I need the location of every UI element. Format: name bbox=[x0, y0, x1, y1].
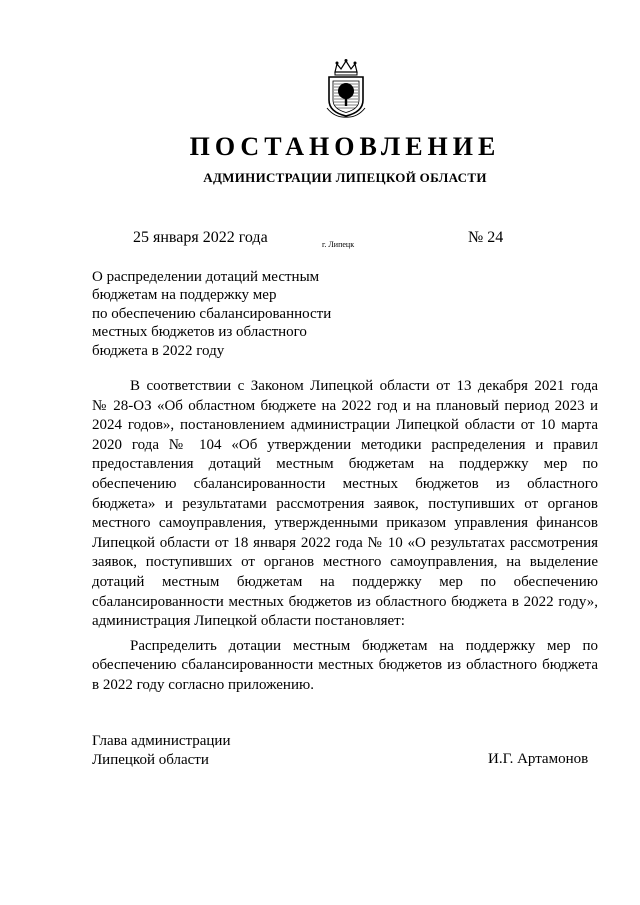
document-number: № 24 bbox=[468, 229, 504, 246]
paragraph-line: предоставления дотаций местным бюджетам на поддержку мер по bbox=[92, 456, 598, 473]
paragraph-line: местного самоуправления, утвержденными приказом управления финансов bbox=[92, 515, 598, 532]
document-subject bbox=[92, 268, 352, 360]
paragraph-line: заявок, поступивших от органов местного самоуправления, на выделение bbox=[92, 554, 598, 571]
paragraph-line: бюджета» и результатами рассмотрения заявок, поступивших от органов bbox=[92, 495, 598, 512]
paragraph-line: в 2022 году согласно приложению. bbox=[92, 676, 314, 693]
document-date: 25 января 2022 года bbox=[133, 229, 268, 246]
paragraph-line: В соответствии с Законом Липецкой области от 13 декабря 2021 года bbox=[130, 378, 598, 394]
signatory-position-line: Глава администрации bbox=[92, 733, 231, 749]
paragraph-line: 2024 годов», постановлением администрации Липецкой области от 10 марта bbox=[92, 417, 598, 434]
signatory-position-line: Липецкой области bbox=[92, 751, 209, 768]
paragraph-line: Липецкой области от 18 января 2022 года № 10 «О результатах рассмотрения bbox=[92, 534, 598, 551]
subject-line: местных бюджетов из областного bbox=[92, 324, 307, 341]
paragraph-line: обеспечению сбалансированности местных бюджетов из областного bbox=[92, 475, 598, 492]
paragraph-line: сбалансированности местных бюджетов из областного бюджета в 2022 году», bbox=[92, 593, 598, 610]
subject-line: бюджета в 2022 году bbox=[92, 342, 225, 359]
document-city: г. Липецк bbox=[322, 240, 355, 249]
paragraph-line: администрация Липецкой области постановляет: bbox=[92, 613, 405, 630]
coat-of-arms-icon bbox=[323, 58, 369, 118]
paragraph-line: Распределить дотации местным бюджетам на поддержку мер по bbox=[130, 637, 598, 654]
paragraph-line: дотаций местным бюджетам на поддержку мер по обеспечению bbox=[92, 573, 598, 590]
subject-line: бюджетам на поддержку мер bbox=[92, 287, 277, 304]
document-title: ПОСТАНОВЛЕНИЕ bbox=[189, 132, 501, 161]
subject-line: О распределении дотаций местным bbox=[92, 269, 320, 285]
paragraph-line: 2020 года № 104 «Об утверждении методики распределения и правил bbox=[92, 436, 598, 453]
paragraph-line: № 28-ОЗ «Об областном бюджете на 2022 год и на плановый период 2023 и bbox=[92, 397, 598, 414]
signatory-position bbox=[92, 732, 230, 769]
paragraph-line: обеспечению сбалансированности местных бюджетов из областного бюджета bbox=[92, 657, 598, 674]
subject-line: по обеспечению сбалансированности bbox=[92, 305, 332, 322]
issuing-authority: АДМИНИСТРАЦИИ ЛИПЕЦКОЙ ОБЛАСТИ bbox=[203, 170, 487, 185]
signatory-name: И.Г. Артамонов bbox=[488, 751, 589, 767]
document-body bbox=[92, 377, 598, 696]
